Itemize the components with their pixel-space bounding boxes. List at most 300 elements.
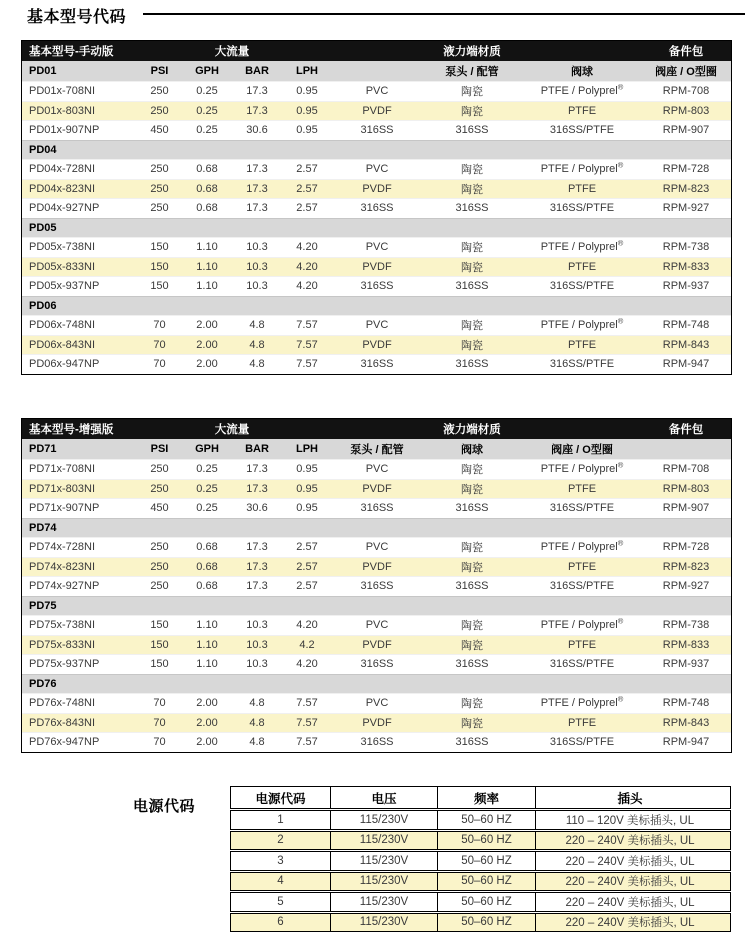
bar-cell: 17.3 [246, 163, 268, 176]
head-cell: 316SS [360, 280, 394, 293]
gph-cell: 0.25 [196, 502, 218, 515]
bar-cell: 17.3 [246, 482, 268, 495]
gph-cell: 2.00 [196, 736, 218, 749]
power-code-table [230, 786, 731, 932]
model-cell: PD05x-833NI [29, 260, 96, 273]
seat-cell: 316SS/PTFE [549, 358, 615, 371]
gph-cell: 1.10 [196, 638, 218, 651]
kit-cell: RPM-748 [662, 697, 710, 710]
head-cell: PVC [365, 241, 389, 254]
lph-cell: 2.57 [296, 163, 318, 176]
kit-group-header: 备件包 [668, 424, 704, 436]
psi-cell: 70 [153, 697, 166, 710]
voltage-cell: 115/230V [331, 873, 438, 891]
gph-cell: 0.68 [196, 580, 218, 593]
psi-cell: 150 [150, 619, 169, 632]
gph-cell: 0.68 [196, 541, 218, 554]
head-cell: PVC [365, 85, 389, 98]
head-cell: 316SS [360, 580, 394, 593]
flow-group-header: 大流量 [214, 424, 250, 436]
table-row [22, 159, 731, 179]
head-cell: 316SS [360, 358, 394, 371]
power-header-row [230, 786, 731, 809]
column-header-row [22, 61, 731, 81]
model-cell: PD06x-843NI [29, 338, 96, 351]
bar-cell: 4.8 [249, 338, 265, 351]
model-cell: PD74x-927NP [29, 580, 100, 593]
ball-cell: 陶瓷 [461, 698, 483, 711]
model-cell: PD01x-708NI [29, 85, 96, 98]
head-cell: PVC [365, 541, 389, 554]
psi-cell: 450 [150, 124, 169, 137]
model-cell: PD06x-748NI [29, 319, 96, 332]
model-cell: PD71x-803NI [29, 482, 96, 495]
voltage-cell: 115/230V [331, 832, 438, 850]
kit-group-header: 备件包 [668, 46, 704, 58]
table-row [22, 576, 731, 596]
kit-cell: RPM-833 [662, 638, 710, 651]
gph-cell: 2.00 [196, 338, 218, 351]
code-cell: 5 [231, 893, 331, 911]
seat-cell: 316SS/PTFE [549, 736, 615, 749]
section-row [22, 518, 731, 538]
model-cell: PD05x-937NP [29, 280, 100, 293]
bar-cell: 17.3 [246, 85, 268, 98]
gph-cell: 0.25 [196, 124, 218, 137]
psi-cell: 150 [150, 638, 169, 651]
psi-column-header: PSI [150, 443, 169, 455]
bar-cell: 4.8 [249, 716, 265, 729]
model-cell: PD04x-927NP [29, 202, 100, 215]
gph-cell: 0.25 [196, 463, 218, 476]
section-row [22, 296, 731, 316]
plug-cell: 110 – 120V 美标插头, UL [565, 814, 695, 827]
model-series-label: PD01 [29, 65, 57, 77]
ball-cell: 316SS [455, 736, 489, 749]
bar-cell: 4.8 [249, 697, 265, 710]
table-row [22, 335, 731, 355]
kit-cell: RPM-927 [662, 580, 710, 593]
column-header-row [22, 439, 731, 459]
model-cell: PD76x-947NP [29, 736, 100, 749]
section-row [22, 596, 731, 616]
code-cell: 6 [231, 914, 331, 932]
ball-column-header: 阀球 [571, 66, 593, 78]
seat-cell: PTFE / Polyprel® [540, 616, 624, 632]
kit-cell: RPM-947 [662, 358, 710, 371]
head-cell: PVC [365, 463, 389, 476]
gph-cell: 2.00 [196, 716, 218, 729]
model-cell: PD05x-738NI [29, 241, 96, 254]
seat-column-header: 阀座 / O型圈 [655, 66, 717, 78]
frequency-cell: 50–60 HZ [438, 893, 536, 911]
kit-cell: RPM-738 [662, 241, 710, 254]
gph-column-header: GPH [195, 65, 219, 77]
table-row [22, 693, 731, 713]
gph-cell: 0.25 [196, 482, 218, 495]
psi-cell: 150 [150, 658, 169, 671]
psi-cell: 70 [153, 716, 166, 729]
code-cell: 3 [231, 852, 331, 870]
power-code-section-label: 电源代码 [133, 798, 196, 815]
kit-cell: RPM-937 [662, 280, 710, 293]
gph-cell: 0.25 [196, 85, 218, 98]
ball-cell: 陶瓷 [461, 483, 483, 496]
seat-cell: PTFE / Polyprel® [540, 238, 624, 254]
ball-cell: 陶瓷 [461, 717, 483, 730]
seat-cell: 316SS/PTFE [549, 124, 615, 137]
head-cell: PVC [365, 697, 389, 710]
lph-cell: 7.57 [296, 697, 318, 710]
lph-cell: 7.57 [296, 319, 318, 332]
voltage-column-header: 电压 [331, 787, 438, 808]
kit-cell: RPM-907 [662, 124, 710, 137]
frequency-cell: 50–60 HZ [438, 811, 536, 829]
gph-cell: 1.10 [196, 241, 218, 254]
gph-cell: 2.00 [196, 697, 218, 710]
kit-cell: RPM-833 [662, 260, 710, 273]
psi-cell: 250 [150, 560, 169, 573]
seat-cell: PTFE [567, 104, 597, 117]
lph-cell: 0.95 [296, 502, 318, 515]
psi-cell: 70 [153, 358, 166, 371]
lph-cell: 2.57 [296, 182, 318, 195]
lph-cell: 0.95 [296, 85, 318, 98]
table-row [22, 354, 731, 374]
section-row [22, 674, 731, 694]
power-table-row [230, 851, 731, 871]
head-cell: PVDF [362, 104, 392, 117]
bar-cell: 4.8 [249, 358, 265, 371]
table-row [22, 179, 731, 199]
bar-cell: 30.6 [246, 124, 268, 137]
frequency-cell: 50–60 HZ [438, 914, 536, 932]
head-cell: PVDF [362, 482, 392, 495]
lph-cell: 4.20 [296, 241, 318, 254]
bar-cell: 17.3 [246, 182, 268, 195]
psi-cell: 150 [150, 280, 169, 293]
lph-cell: 4.20 [296, 658, 318, 671]
ball-column-header: 阀球 [461, 444, 483, 456]
model-cell: PD71x-708NI [29, 463, 96, 476]
ball-cell: 陶瓷 [461, 261, 483, 274]
kit-cell: RPM-803 [662, 104, 710, 117]
psi-cell: 250 [150, 182, 169, 195]
table-row [22, 81, 731, 101]
model-cell: PD74x-823NI [29, 560, 96, 573]
ball-cell: 陶瓷 [461, 620, 483, 633]
table-row [22, 498, 731, 518]
lph-cell: 4.20 [296, 260, 318, 273]
section-label: PD74 [29, 521, 57, 534]
lph-cell: 4.20 [296, 280, 318, 293]
ball-cell: 陶瓷 [461, 105, 483, 118]
power-table-row [230, 913, 731, 933]
ball-cell: 陶瓷 [461, 242, 483, 255]
bar-cell: 17.3 [246, 580, 268, 593]
table-row [22, 615, 731, 635]
code-cell: 4 [231, 873, 331, 891]
plug-column-header: 插头 [617, 791, 643, 806]
bar-cell: 10.3 [246, 638, 268, 651]
psi-cell: 150 [150, 241, 169, 254]
code-column-header: 电源代码 [231, 787, 331, 808]
psi-cell: 70 [153, 338, 166, 351]
power-table-row [230, 872, 731, 892]
seat-cell: 316SS/PTFE [549, 280, 615, 293]
group-title: 基本型号-增强版 [29, 424, 114, 436]
table-row [22, 654, 731, 674]
bar-column-header: BAR [245, 65, 269, 77]
model-cell: PD04x-728NI [29, 163, 96, 176]
material-group-header: 液力端材质 [443, 424, 501, 436]
head-cell: PVDF [362, 182, 392, 195]
kit-cell: RPM-748 [662, 319, 710, 332]
frequency-cell: 50–60 HZ [438, 873, 536, 891]
psi-cell: 450 [150, 502, 169, 515]
head-cell: 316SS [360, 124, 394, 137]
gph-column-header: GPH [195, 443, 219, 455]
head-cell: 316SS [360, 736, 394, 749]
model-cell: PD74x-728NI [29, 541, 96, 554]
kit-cell: RPM-823 [662, 560, 710, 573]
psi-cell: 250 [150, 463, 169, 476]
seat-cell: PTFE [567, 716, 597, 729]
group-header-row [22, 419, 731, 439]
table-row [22, 459, 731, 479]
lph-cell: 7.57 [296, 338, 318, 351]
power-table-row [230, 892, 731, 912]
table-row [22, 198, 731, 218]
lph-cell: 0.95 [296, 463, 318, 476]
bar-column-header: BAR [245, 443, 269, 455]
gph-cell: 1.10 [196, 658, 218, 671]
seat-cell: PTFE [567, 560, 597, 573]
enhanced-models-table [21, 418, 732, 753]
ball-cell: 陶瓷 [461, 86, 483, 99]
head-cell: 316SS [360, 658, 394, 671]
kit-cell: RPM-708 [662, 85, 710, 98]
head-cell: PVDF [362, 260, 392, 273]
section-row [22, 140, 731, 160]
bar-cell: 4.8 [249, 319, 265, 332]
bar-cell: 10.3 [246, 241, 268, 254]
ball-cell: 陶瓷 [461, 639, 483, 652]
plug-cell: 220 – 240V 美标插头, UL [565, 876, 695, 889]
kit-cell: RPM-947 [662, 736, 710, 749]
bar-cell: 10.3 [246, 658, 268, 671]
kit-cell: RPM-708 [662, 463, 710, 476]
plug-cell: 220 – 240V 美标插头, UL [565, 855, 695, 868]
head-cell: 316SS [360, 502, 394, 515]
kit-cell: RPM-927 [662, 202, 710, 215]
kit-cell: RPM-907 [662, 502, 710, 515]
group-title: 基本型号-手动版 [29, 46, 114, 58]
model-cell: PD76x-748NI [29, 697, 96, 710]
psi-cell: 250 [150, 580, 169, 593]
psi-cell: 250 [150, 104, 169, 117]
kit-cell: RPM-937 [662, 658, 710, 671]
ball-cell: 316SS [455, 202, 489, 215]
group-header-row [22, 41, 731, 61]
seat-cell: PTFE / Polyprel® [540, 538, 624, 554]
psi-cell: 250 [150, 85, 169, 98]
table-row [22, 635, 731, 655]
bar-cell: 10.3 [246, 619, 268, 632]
model-cell: PD04x-823NI [29, 182, 96, 195]
model-cell: PD75x-738NI [29, 619, 96, 632]
psi-cell: 250 [150, 163, 169, 176]
seat-cell: 316SS/PTFE [549, 202, 615, 215]
plug-cell: 220 – 240V 美标插头, UL [565, 896, 695, 909]
gph-cell: 0.68 [196, 202, 218, 215]
lph-cell: 0.95 [296, 104, 318, 117]
model-cell: PD75x-937NP [29, 658, 100, 671]
seat-cell: PTFE / Polyprel® [540, 82, 624, 98]
ball-cell: 陶瓷 [461, 339, 483, 352]
model-cell: PD71x-907NP [29, 502, 100, 515]
manual-models-table [21, 40, 732, 375]
lph-cell: 7.57 [296, 716, 318, 729]
voltage-cell: 115/230V [331, 914, 438, 932]
section-label: PD06 [29, 299, 57, 312]
lph-cell: 2.57 [296, 202, 318, 215]
table-row [22, 315, 731, 335]
bar-cell: 17.3 [246, 463, 268, 476]
head-cell: PVDF [362, 716, 392, 729]
section-row [22, 218, 731, 238]
table-row [22, 101, 731, 121]
kit-cell: RPM-843 [662, 338, 710, 351]
section-label: PD76 [29, 677, 57, 690]
kit-cell: RPM-843 [662, 716, 710, 729]
ball-cell: 316SS [455, 280, 489, 293]
table-row [22, 237, 731, 257]
ball-cell: 陶瓷 [461, 542, 483, 555]
bar-cell: 10.3 [246, 260, 268, 273]
gph-cell: 2.00 [196, 319, 218, 332]
code-cell: 2 [231, 832, 331, 850]
flow-group-header: 大流量 [214, 46, 250, 58]
bar-cell: 17.3 [246, 541, 268, 554]
frequency-column-header: 频率 [438, 787, 536, 808]
lph-column-header: LPH [296, 65, 318, 77]
kit-cell: RPM-738 [662, 619, 710, 632]
ball-cell: 陶瓷 [461, 320, 483, 333]
seat-cell: PTFE [567, 182, 597, 195]
frequency-cell: 50–60 HZ [438, 852, 536, 870]
model-cell: PD76x-843NI [29, 716, 96, 729]
lph-cell: 0.95 [296, 124, 318, 137]
seat-cell: 316SS/PTFE [549, 580, 615, 593]
gph-cell: 0.68 [196, 182, 218, 195]
seat-cell: 316SS/PTFE [549, 502, 615, 515]
table-row [22, 120, 731, 140]
title-rule [143, 13, 745, 15]
kit-cell: RPM-803 [662, 482, 710, 495]
seat-cell: PTFE / Polyprel® [540, 694, 624, 710]
lph-cell: 4.2 [299, 638, 315, 651]
ball-cell: 316SS [455, 580, 489, 593]
ball-cell: 316SS [455, 658, 489, 671]
ball-cell: 316SS [455, 124, 489, 137]
kit-cell: RPM-728 [662, 163, 710, 176]
model-cell: PD75x-833NI [29, 638, 96, 651]
seat-cell: PTFE [567, 482, 597, 495]
head-column-header: 泵头 / 配管 [445, 66, 499, 78]
lph-cell: 7.57 [296, 736, 318, 749]
ball-cell: 陶瓷 [461, 164, 483, 177]
psi-cell: 250 [150, 541, 169, 554]
head-cell: PVDF [362, 638, 392, 651]
gph-cell: 1.10 [196, 619, 218, 632]
power-table-row [230, 810, 731, 830]
table-row [22, 557, 731, 577]
model-cell: PD06x-947NP [29, 358, 100, 371]
section-label: PD04 [29, 143, 57, 156]
lph-cell: 4.20 [296, 619, 318, 632]
seat-cell: PTFE [567, 638, 597, 651]
ball-cell: 316SS [455, 502, 489, 515]
gph-cell: 0.68 [196, 560, 218, 573]
head-cell: 316SS [360, 202, 394, 215]
table-row [22, 479, 731, 499]
power-table-row [230, 831, 731, 851]
lph-cell: 2.57 [296, 541, 318, 554]
head-cell: PVDF [362, 338, 392, 351]
table-row [22, 276, 731, 296]
psi-column-header: PSI [150, 65, 169, 77]
model-cell: PD01x-907NP [29, 124, 100, 137]
seat-cell: 316SS/PTFE [549, 658, 615, 671]
psi-cell: 70 [153, 736, 166, 749]
psi-cell: 70 [153, 319, 166, 332]
gph-cell: 1.10 [196, 280, 218, 293]
psi-cell: 150 [150, 260, 169, 273]
model-series-label: PD71 [29, 443, 57, 455]
lph-cell: 2.57 [296, 580, 318, 593]
ball-cell: 陶瓷 [461, 183, 483, 196]
bar-cell: 10.3 [246, 280, 268, 293]
code-cell: 1 [231, 811, 331, 829]
table-row [22, 537, 731, 557]
frequency-cell: 50–60 HZ [438, 832, 536, 850]
voltage-cell: 115/230V [331, 852, 438, 870]
bar-cell: 17.3 [246, 560, 268, 573]
seat-cell: PTFE / Polyprel® [540, 316, 624, 332]
bar-cell: 17.3 [246, 104, 268, 117]
ball-cell: 陶瓷 [461, 464, 483, 477]
gph-cell: 0.25 [196, 104, 218, 117]
ball-cell: 316SS [455, 358, 489, 371]
lph-column-header: LPH [296, 443, 318, 455]
plug-cell: 220 – 240V 美标插头, UL [565, 917, 695, 930]
kit-cell: RPM-823 [662, 182, 710, 195]
gph-cell: 2.00 [196, 358, 218, 371]
plug-cell: 220 – 240V 美标插头, UL [565, 835, 695, 848]
seat-cell: PTFE [567, 338, 597, 351]
seat-cell: PTFE / Polyprel® [540, 460, 624, 476]
head-cell: PVC [365, 619, 389, 632]
table-row [22, 713, 731, 733]
seat-column-header: 阀座 / O型圈 [551, 444, 613, 456]
kit-cell: RPM-728 [662, 541, 710, 554]
bar-cell: 17.3 [246, 202, 268, 215]
lph-cell: 0.95 [296, 482, 318, 495]
table-row [22, 732, 731, 752]
lph-cell: 7.57 [296, 358, 318, 371]
bar-cell: 30.6 [246, 502, 268, 515]
